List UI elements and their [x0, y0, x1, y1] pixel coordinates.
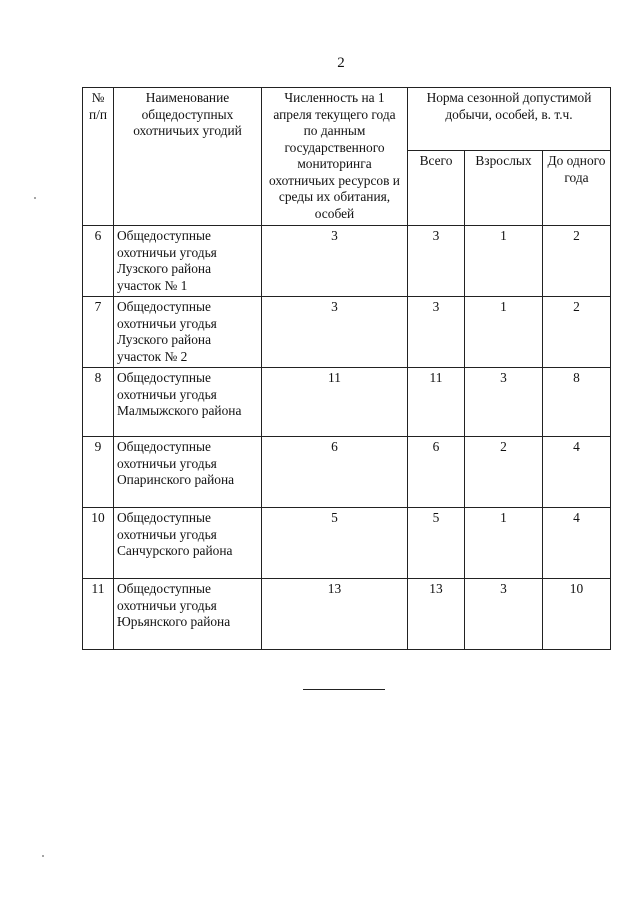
row-adults: 1 — [465, 508, 543, 579]
row-under-one: 2 — [543, 226, 611, 297]
row-adults: 3 — [465, 368, 543, 437]
row-adults: 1 — [465, 226, 543, 297]
row-total: 3 — [408, 297, 465, 368]
row-under-one: 10 — [543, 579, 611, 650]
row-adults: 1 — [465, 297, 543, 368]
table-row — [83, 579, 611, 650]
header-total: Всего — [408, 151, 465, 226]
row-num: 6 — [83, 226, 114, 297]
row-under-one: 4 — [543, 508, 611, 579]
row-total: 6 — [408, 437, 465, 508]
row-num: 9 — [83, 437, 114, 508]
table-row — [83, 368, 611, 437]
row-total: 5 — [408, 508, 465, 579]
row-adults: 2 — [465, 437, 543, 508]
row-name: Общедоступные охотничьи угодья Малмыжского района — [114, 368, 262, 437]
row-population: 11 — [262, 368, 408, 437]
row-name: Общедоступные охотничьи угодья Лузского района участок № 1 — [114, 226, 262, 297]
scan-speck — [34, 197, 36, 199]
row-num: 10 — [83, 508, 114, 579]
header-name: Наименование общедоступных охотничьих угодий — [114, 88, 262, 226]
row-total: 13 — [408, 579, 465, 650]
table-row — [83, 437, 611, 508]
quota-table — [82, 87, 611, 650]
header-population: Численность на 1 апреля текущего года по данным государственного мониторинга охотничьих ресурсов и среды их обитания, особей — [262, 88, 408, 226]
table-row — [83, 297, 611, 368]
scan-speck — [42, 855, 44, 857]
row-under-one: 2 — [543, 297, 611, 368]
table-row — [83, 508, 611, 579]
row-population: 6 — [262, 437, 408, 508]
closing-rule — [303, 689, 385, 690]
row-name: Общедоступные охотничьи угодья Опаринского района — [114, 437, 262, 508]
row-population: 13 — [262, 579, 408, 650]
row-name: Общедоступные охотничьи угодья Юрьянского района — [114, 579, 262, 650]
table-row — [83, 226, 611, 297]
row-num: 7 — [83, 297, 114, 368]
row-population: 5 — [262, 508, 408, 579]
row-under-one: 4 — [543, 437, 611, 508]
row-num: 8 — [83, 368, 114, 437]
row-total: 11 — [408, 368, 465, 437]
row-under-one: 8 — [543, 368, 611, 437]
row-population: 3 — [262, 297, 408, 368]
header-num: № п/п — [83, 88, 114, 226]
page-number: 2 — [337, 55, 345, 71]
header-quota-group: Норма сезонной допустимой добычи, особей, в. т.ч. — [408, 88, 611, 151]
header-under-one: До одного года — [543, 151, 611, 226]
row-num: 11 — [83, 579, 114, 650]
header-adults: Взрослых — [465, 151, 543, 226]
row-total: 3 — [408, 226, 465, 297]
row-name: Общедоступные охотничьи угодья Лузского района участок № 2 — [114, 297, 262, 368]
row-name: Общедоступные охотничьи угодья Санчурского района — [114, 508, 262, 579]
row-population: 3 — [262, 226, 408, 297]
header-row-1 — [83, 88, 611, 151]
row-adults: 3 — [465, 579, 543, 650]
